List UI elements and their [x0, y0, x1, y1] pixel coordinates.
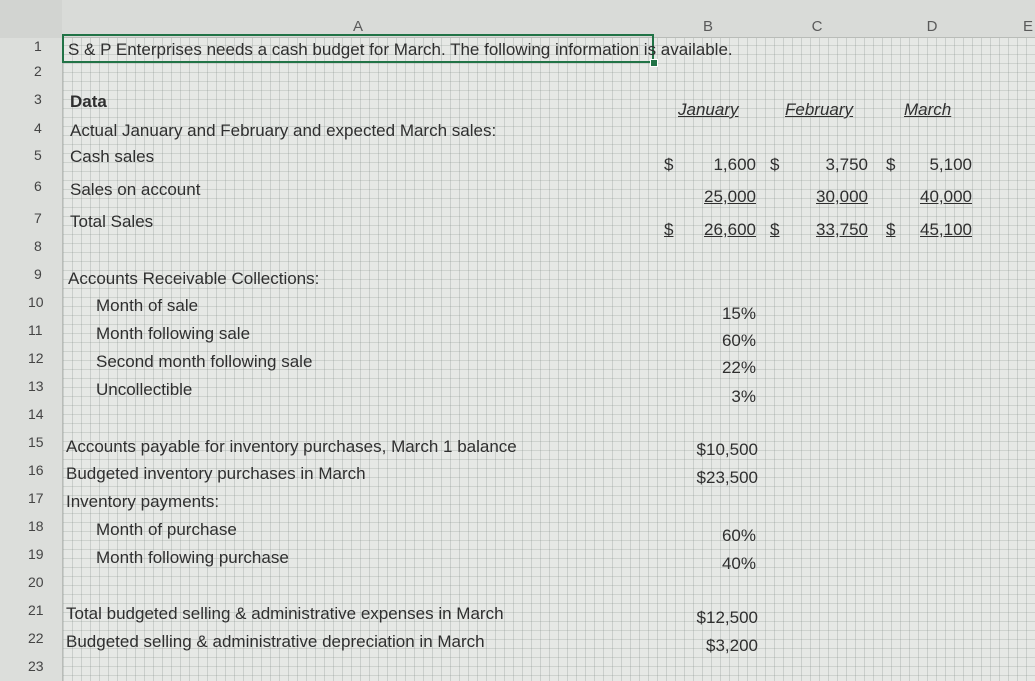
sales-on-account-label[interactable]: Sales on account [70, 180, 201, 199]
column-header-c[interactable]: C [762, 0, 872, 38]
currency-symbol: $ [886, 155, 896, 174]
row-header[interactable]: 15 [28, 434, 44, 450]
total-sales-january[interactable]: 26,600 [704, 220, 756, 239]
fill-handle[interactable] [650, 59, 658, 67]
column-header-a[interactable]: A [62, 0, 654, 38]
payment-item-label[interactable]: Month following purchase [96, 548, 289, 567]
row-header[interactable]: 3 [34, 91, 42, 107]
ar-item-value[interactable]: 15% [721, 304, 756, 323]
row-header[interactable]: 18 [28, 518, 44, 534]
sales-on-account-march[interactable]: 40,000 [920, 187, 972, 206]
currency-symbol: $ [886, 220, 896, 239]
sales-on-account-february[interactable]: 30,000 [816, 187, 868, 206]
ar-item-label[interactable]: Month of sale [96, 296, 199, 315]
row-header[interactable]: 16 [28, 462, 44, 478]
row-header[interactable]: 10 [28, 294, 44, 310]
ar-item-label[interactable]: Uncollectible [96, 380, 193, 399]
cash-sales-january[interactable]: 1,600 [713, 155, 756, 174]
sales-header[interactable]: Actual January and February and expected March sales: [70, 121, 497, 140]
inventory-purchases-value[interactable]: $23,500 [696, 468, 758, 487]
row-header[interactable]: 5 [34, 147, 42, 163]
month-february[interactable]: February [785, 100, 854, 119]
currency-symbol: $ [770, 220, 780, 239]
ar-item-value[interactable]: 22% [721, 358, 756, 377]
row-header[interactable]: 6 [34, 178, 42, 194]
row-header[interactable]: 23 [28, 658, 44, 674]
ar-item-value[interactable]: 3% [731, 387, 756, 406]
currency-symbol: $ [770, 155, 780, 174]
column-header-b[interactable]: B [654, 0, 762, 38]
row-header[interactable]: 12 [28, 350, 44, 366]
cash-sales-february[interactable]: 3,750 [825, 155, 868, 174]
row-header[interactable]: 17 [28, 490, 44, 506]
cash-sales-march[interactable]: 5,100 [929, 155, 972, 174]
row-header[interactable]: 21 [28, 602, 44, 618]
data-label[interactable]: Data [70, 92, 107, 111]
title-cell[interactable]: S & P Enterprises needs a cash budget for March. The following information is available. [68, 40, 733, 59]
currency-symbol: $ [664, 155, 674, 174]
month-march[interactable]: March [904, 100, 952, 119]
inventory-payments-header[interactable]: Inventory payments: [66, 492, 220, 511]
row-header[interactable]: 11 [28, 322, 43, 338]
row-header[interactable]: 20 [28, 574, 44, 590]
sga-expenses-value[interactable]: $12,500 [696, 608, 758, 627]
cash-sales-label[interactable]: Cash sales [70, 147, 155, 166]
column-header-e[interactable]: E [992, 0, 1035, 38]
row-header[interactable]: 2 [34, 63, 42, 79]
row-header[interactable]: 13 [28, 378, 44, 394]
ap-balance-value[interactable]: $10,500 [696, 440, 758, 459]
total-sales-february[interactable]: 33,750 [816, 220, 868, 239]
select-all-corner[interactable] [0, 0, 63, 39]
row-header[interactable]: 22 [28, 630, 44, 646]
ar-item-value[interactable]: 60% [721, 331, 756, 350]
row-header[interactable]: 19 [28, 546, 44, 562]
sga-expenses-label[interactable]: Total budgeted selling & administrative expenses in March [66, 604, 504, 623]
row-header[interactable]: 8 [34, 238, 42, 254]
ar-item-label[interactable]: Month following sale [96, 324, 251, 343]
sales-on-account-january[interactable]: 25,000 [704, 187, 756, 206]
row-header[interactable]: 4 [34, 120, 42, 136]
row-header[interactable]: 14 [28, 406, 44, 422]
row-header[interactable]: 7 [34, 210, 42, 226]
sga-depreciation-label[interactable]: Budgeted selling & administrative depreciation in March [66, 632, 485, 651]
ar-header[interactable]: Accounts Receivable Collections: [68, 269, 320, 288]
row-header[interactable]: 9 [34, 266, 42, 282]
inventory-purchases-label[interactable]: Budgeted inventory purchases in March [66, 464, 366, 483]
payment-item-value[interactable]: 60% [721, 526, 756, 545]
ap-balance-label[interactable]: Accounts payable for inventory purchases, March 1 balance [66, 437, 517, 456]
ar-item-label[interactable]: Second month following sale [96, 352, 313, 371]
total-sales-label[interactable]: Total Sales [70, 212, 154, 231]
column-header-d[interactable]: D [872, 0, 992, 38]
sga-depreciation-value[interactable]: $3,200 [706, 636, 758, 655]
total-sales-march[interactable]: 45,100 [920, 220, 972, 239]
payment-item-value[interactable]: 40% [721, 554, 756, 573]
month-january[interactable]: January [678, 100, 739, 119]
payment-item-label[interactable]: Month of purchase [96, 520, 237, 539]
currency-symbol: $ [664, 220, 674, 239]
row-header[interactable]: 1 [34, 38, 42, 54]
